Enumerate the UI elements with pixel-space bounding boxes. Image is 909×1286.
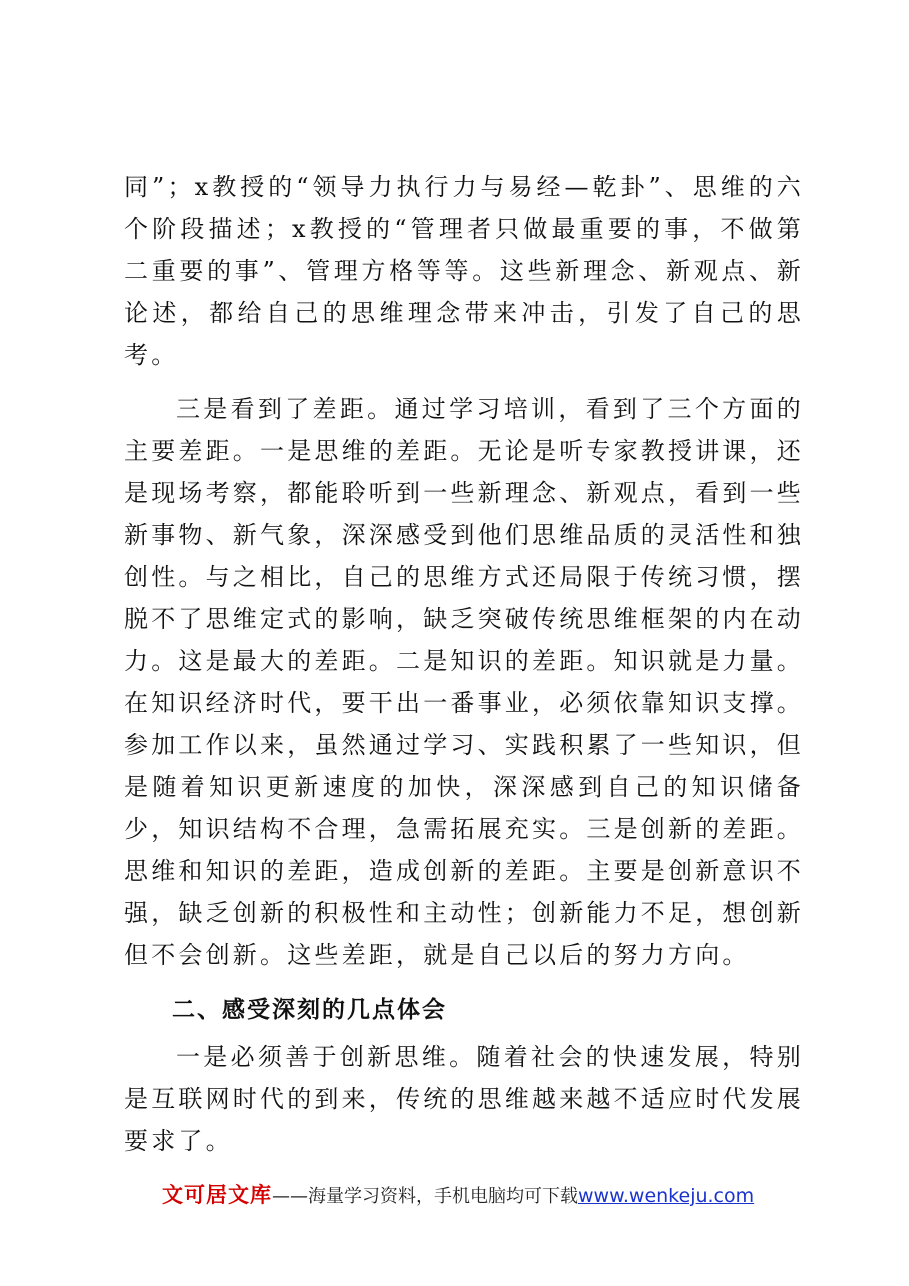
footer-banner — [162, 1180, 754, 1212]
paragraph-continuation: 同”；x教授的“领导力执行力与易经—乾卦”、思维的六个阶段描述；x教授的“管理者只做最重要的事，不做第二重要的事”、管理方格等等。这些新理念、新观点、新论述，都给自己的思维理念带来冲击，引发了自己的思考。 — [124, 173, 804, 369]
footer-brand: 文可居文库 — [162, 1183, 272, 1207]
footer-tagline: ——海量学习资料，手机电脑均可下载 — [272, 1186, 578, 1207]
paragraph-innovation: 一是必须善于创新思维。随着社会的快速发展，特别是互联网时代的到来，传统的思维越来越不适应时代发展要求了。 — [124, 1043, 804, 1155]
document-body — [124, 166, 804, 1162]
paragraph-gaps: 三是看到了差距。通过学习培训，看到了三个方面的主要差距。一是思维的差距。无论是听专家教授讲课，还是现场考察，都能聆听到一些新理念、新观点，看到一些新事物、新气象，深深感受到他们思维品质的灵活性和独创性。与之相比，自己的思维方式还局限于传统习惯，摆脱不了思维定式的影响，缺乏突破传统思维框架的内在动力。这是最大的差距。二是知识的差距。知识就是力量。在知识经济时代，要干出一番事业，必须依靠知识支撑。参加工作以来，虽然通过学习、实践积累了一些知识，但是随着知识更新速度的加快，深深感到自己的知识储备少，知识结构不合理，急需拓展充实。三是创新的差距。思维和知识的差距，造成创新的差距。主要是创新意识不强，缺乏创新的积极性和主动性；创新能力不足，想创新但不会创新。这些差距，就是自己以后的努力方向。 — [124, 395, 804, 969]
section-heading: 二、感受深刻的几点体会 — [172, 997, 447, 1023]
footer-site-link[interactable]: www.wenkeju.com — [578, 1185, 755, 1207]
